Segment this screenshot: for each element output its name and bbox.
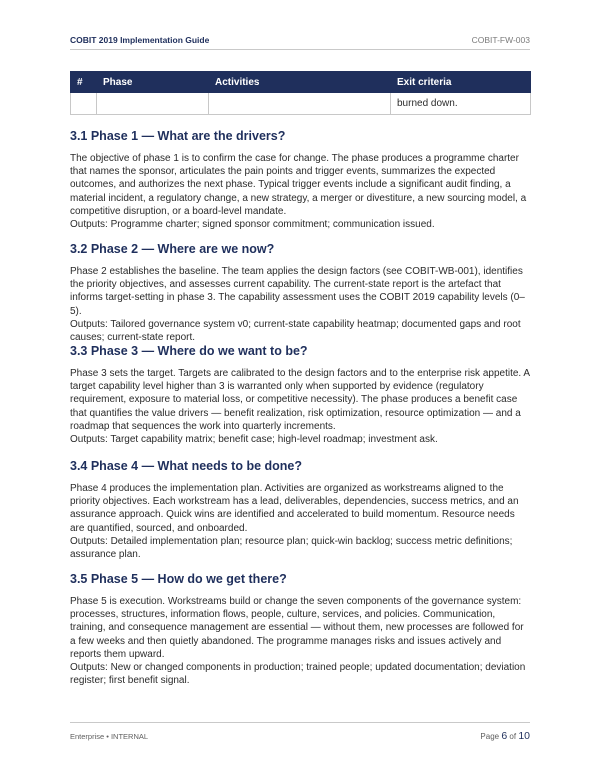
section-heading: 3.4 Phase 4 — What needs to be done? — [70, 459, 302, 473]
table-row — [71, 93, 531, 115]
total-pages: 10 — [518, 730, 530, 742]
section-heading: 3.5 Phase 5 — How do we get there? — [70, 572, 287, 586]
column-header-activities: Activities — [209, 72, 391, 93]
table-cell — [97, 93, 209, 115]
section-body: The objective of phase 1 is to confirm the case for change. The phase produces a programme charter that names the sponsor, articulates the pain points and trigger events, summarizes the expected outcomes, and authorizes the next phase. Typical trigger events include a significant audit finding, a material incident, a regulatory change, a new strategy, a merger or divestiture, a new sourcing model, a competitive disruption, or a board-level mandate. — [70, 153, 527, 217]
section-outputs: Outputs: Target capability matrix; benefit case; high-level roadmap; investment ask. — [70, 434, 438, 446]
section-heading: 3.1 Phase 1 — What are the drivers? — [70, 129, 286, 143]
page-of-label: of — [509, 732, 517, 741]
section-phase-4 — [70, 458, 530, 561]
section-outputs: Outputs: New or changed components in production; trained people; updated documentation; deviation register; first benefit signal. — [70, 662, 526, 687]
page-number: 6 — [501, 730, 508, 742]
section-body: Phase 4 produces the implementation plan. Activities are organized as workstreams aligned to the priority objectives. Each workstream has a lead, deliverables, dependencies, success metrics, and an assurance approach. Quick wins are identified and accelerated to build momentum. Resource needs are quantified, sourced, and onboarded. — [70, 483, 519, 534]
column-header-number: # — [71, 72, 97, 93]
section-phase-2 — [70, 241, 530, 344]
section-outputs: Outputs: Tailored governance system v0; current-state capability heatmap; documented gaps and root causes; current-state report. — [70, 318, 521, 344]
table-header-row — [71, 72, 531, 93]
section-outputs: Outputs: Detailed implementation plan; resource plan; quick-win backlog; success metric definitions; assurance plan. — [70, 535, 513, 561]
column-header-phase: Phase — [97, 72, 209, 93]
column-header-exit-criteria: Exit criteria — [391, 72, 531, 93]
page-label: Page — [480, 732, 500, 741]
classification-label: Enterprise • INTERNAL — [70, 732, 149, 741]
document-title: COBIT 2019 Implementation Guide — [70, 35, 210, 45]
section-heading: 3.3 Phase 3 — Where do we want to be? — [70, 344, 308, 358]
section-body: Phase 5 is execution. Workstreams build or change the seven components of the governance system: processes, structures, information flows, people, culture, services, and policies. Communication, training, and consequence management are essential — without them, new processes are followed for a few weeks and then quietly abandoned. The programme manages risks and issues actively and reports them upward. — [70, 596, 524, 660]
section-heading: 3.2 Phase 2 — Where are we now? — [70, 242, 275, 256]
table-cell: burned down. — [391, 93, 531, 115]
section-outputs: Outputs: Programme charter; signed sponsor commitment; communication issued. — [70, 219, 435, 231]
section-body: Phase 2 establishes the baseline. The team applies the design factors (see COBIT-WB-001), identifies the priority objectives, and assesses current capability. The current-state report is the artefact that informs target-setting in phase 3. The capability assessment uses the COBIT 2019 capability levels (0–5). — [70, 266, 525, 317]
table-cell — [209, 93, 391, 115]
page-footer — [70, 722, 530, 742]
section-body: Phase 3 sets the target. Targets are calibrated to the design factors and to the enterprise risk appetite. A target capability level higher than 3 is warranted only when supported by evidence (regulatory requirement, exposure to material loss, or competitive necessity). The phase produces a benefit case that quantifies the value drivers — benefit realization, risk optimization, resource optimization — and a roadmap that sequences the work into quarterly increments. — [70, 368, 530, 432]
table-cell — [71, 93, 97, 115]
section-phase-5 — [70, 571, 530, 687]
section-phase-3 — [70, 343, 530, 446]
document-id: COBIT-FW-003 — [471, 35, 530, 45]
page-header — [70, 33, 530, 50]
page-indicator — [480, 730, 530, 742]
phase-table — [70, 71, 531, 115]
section-phase-1 — [70, 128, 530, 231]
